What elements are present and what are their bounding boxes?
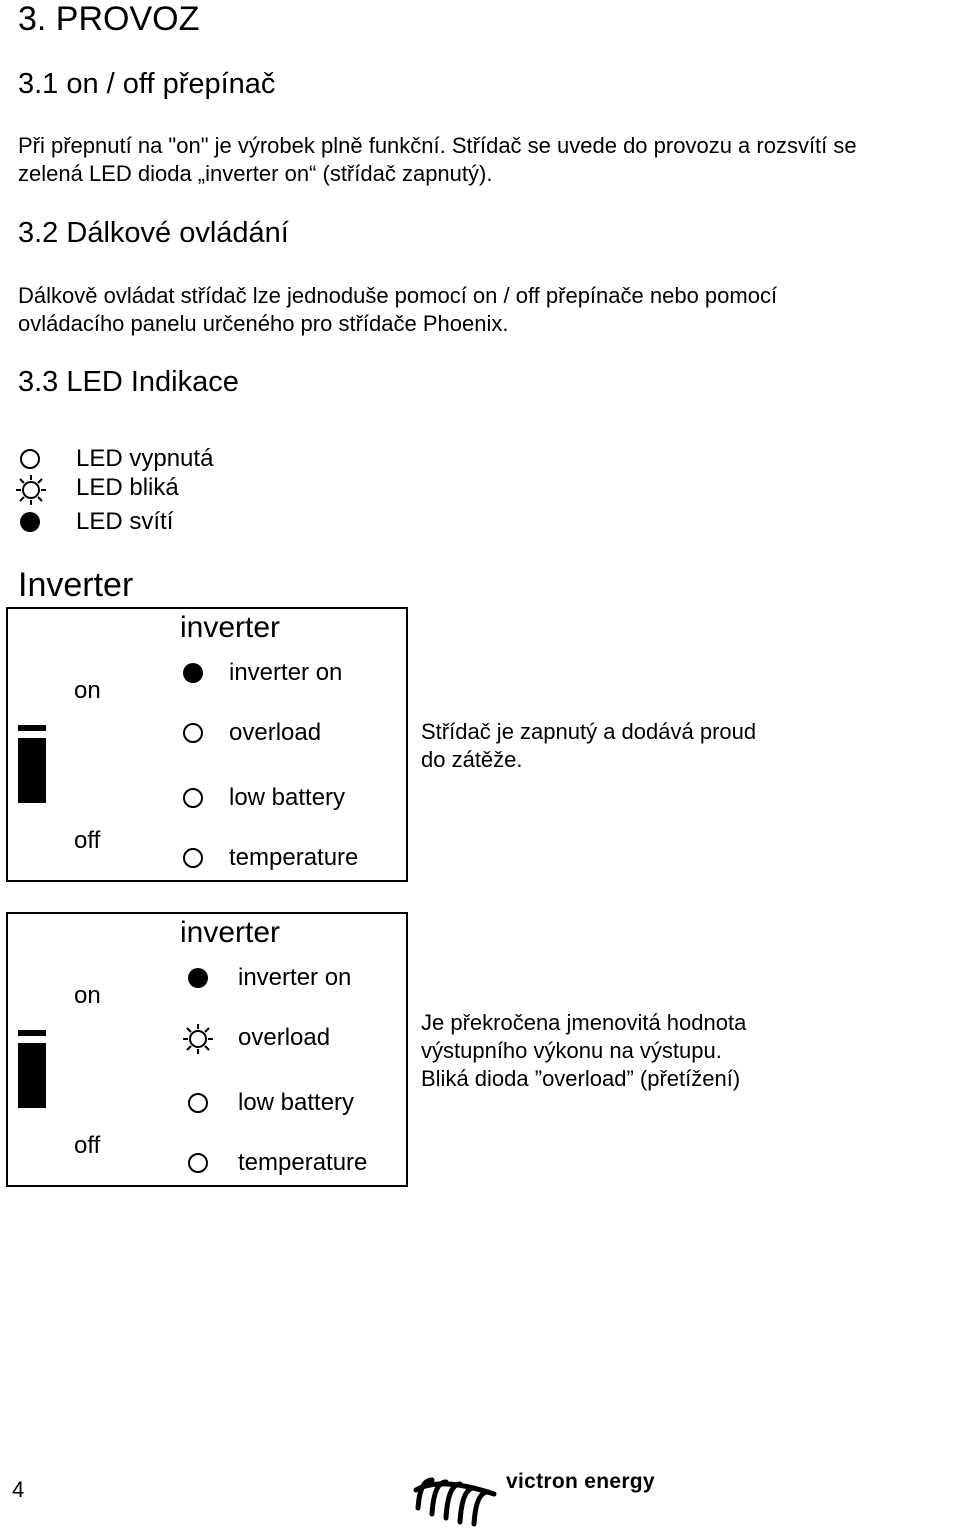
- panel-title: inverter: [180, 916, 281, 949]
- paragraph-3-2-line-2: ovládacího panelu určeného pro střídače Phoenix.: [18, 311, 509, 336]
- switch-on-label: on: [74, 677, 101, 704]
- on-off-switch: [18, 1030, 46, 1108]
- paragraph-3-2-line-1: Dálkově ovládat střídač lze jednoduše pomocí on / off přepínače nebo pomocí: [18, 283, 778, 308]
- switch-on-label: on: [74, 982, 101, 1009]
- led-off-icon: [183, 788, 203, 808]
- chapter-title: 3. PROVOZ: [18, 0, 200, 38]
- led-off-icon: [20, 449, 40, 469]
- led-label-low-battery: low battery: [229, 784, 346, 811]
- panel-2-description: [421, 1009, 746, 1093]
- section-heading-3-1: 3.1 on / off přepínač: [18, 68, 276, 100]
- section-heading-3-3: 3.3 LED Indikace: [18, 366, 239, 398]
- paragraph-3-1-line-2: zelená LED dioda „inverter on“ (střídač zapnutý).: [18, 161, 493, 186]
- led-blink-icon: [182, 1023, 214, 1055]
- switch-off-label: off: [74, 1132, 101, 1159]
- description-line: do zátěže.: [421, 747, 523, 772]
- section-heading-3-2: 3.2 Dálkové ovládání: [18, 217, 289, 249]
- panel-title: inverter: [180, 611, 281, 644]
- led-off-icon: [183, 723, 203, 743]
- inverter-panel-2: [6, 912, 408, 1187]
- paragraph-3-1-line-1: Při přepnutí na "on" je výrobek plně funkční. Střídač se uvede do provozu a rozsvítí se: [18, 133, 857, 158]
- on-off-switch: [18, 725, 46, 803]
- led-off-icon: [183, 848, 203, 868]
- led-on-icon: [188, 968, 208, 988]
- description-line: Střídač je zapnutý a dodává proud: [421, 719, 757, 744]
- description-line: výstupního výkonu na výstupu.: [421, 1038, 722, 1063]
- led-blink-icon: [15, 474, 47, 506]
- switch-off-label: off: [74, 827, 101, 854]
- legend-label-on: LED svítí: [76, 508, 174, 535]
- brand-name: victron energy: [506, 1470, 655, 1493]
- led-on-icon: [183, 663, 203, 683]
- led-label-temperature: temperature: [229, 844, 359, 871]
- panel-1-description: [421, 718, 756, 774]
- led-off-icon: [188, 1093, 208, 1113]
- inverter-panel-1: [6, 607, 408, 882]
- led-label-overload: overload: [238, 1024, 331, 1051]
- led-label-inverter-on: inverter on: [238, 964, 352, 991]
- led-label-overload: overload: [229, 719, 322, 746]
- led-label-low-battery: low battery: [238, 1089, 355, 1116]
- legend-label-blink: LED bliká: [76, 474, 179, 501]
- description-line: Bliká dioda ”overload” (přetížení): [421, 1066, 741, 1091]
- inverter-heading: Inverter: [18, 566, 134, 604]
- legend-label-off: LED vypnutá: [76, 445, 214, 472]
- led-label-inverter-on: inverter on: [229, 659, 343, 686]
- description-line: Je překročena jmenovitá hodnota: [421, 1010, 747, 1035]
- led-on-icon: [20, 512, 40, 532]
- led-label-temperature: temperature: [238, 1149, 368, 1176]
- page-number: 4: [12, 1477, 25, 1502]
- led-off-icon: [188, 1153, 208, 1173]
